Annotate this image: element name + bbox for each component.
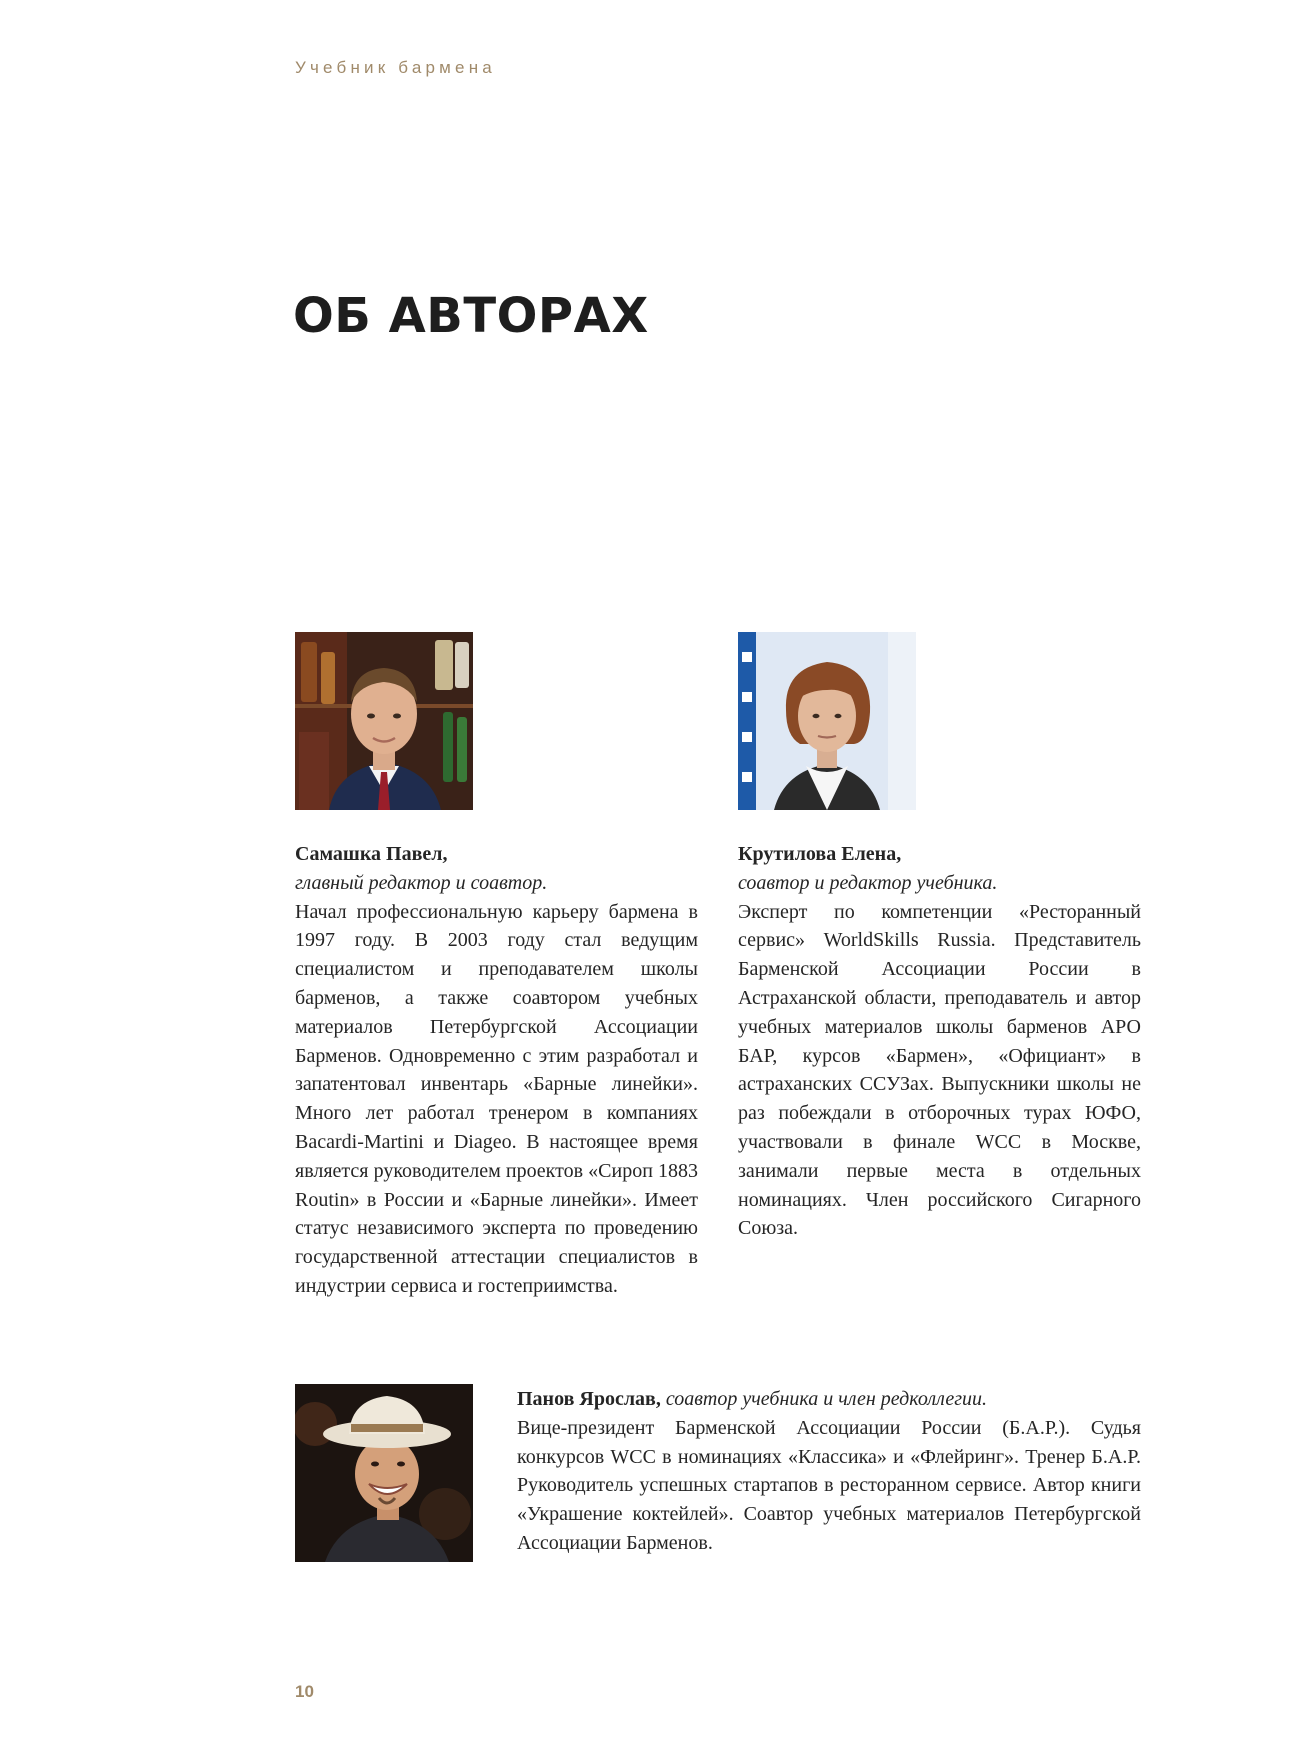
page-number: 10	[295, 1682, 314, 1701]
author-name: Панов Ярослав,	[517, 1388, 661, 1410]
running-header: Учебник бармена	[295, 58, 496, 77]
author-bio-text: Вице-президент Барменской Ассоциации России (Б.А.Р.). Судья конкурсов WCC в номинациях «Классика» и «Флейринг». Тренер Б.А.Р. Руководитель успешных стартапов в ресторанном сервисе. Автор книги «Украшение коктейлей». Соавтор учебных материалов Петербургской Ассоциации Барменов.	[517, 1416, 1141, 1554]
author-bio: Начал профессиональную карьеру бармена в 1997 году. В 2003 году стал ведущим специалистом и преподавателем школы барменов, а также соавтором учебных материалов Петербургской Ассоциации Барменов. Одновременно с этим разработал и запатентовал инвентарь «Барные линейки». Много лет работал тренером в компаниях Bacardi-Martini и Diageo. В настоящее время является руководителем проектов «Сироп 1883 Routin» в России и «Барные линейки». Имеет статус независимого эксперта по проведению государственной аттестации специалистов в индустрии сервиса и гостеприимства.	[295, 900, 698, 1297]
author-bio: Эксперт по компетенции «Ресторанный сервис» WorldSkills Russia. Представитель Барменской Ассоциации России в Астраханской области, преподаватель и автор учебных материалов школы барменов АРО БАР, курсов «Бармен», «Официант» в астраханских ССУЗах. Выпускники школы не раз побеждали в отборочных турах ЮФО, участвовали в финале WCC в Москве, занимали первые места в отдельных номинациях. Член российского Сигарного Союза.	[738, 900, 1141, 1240]
author-role: главный редактор и соавтор.	[295, 871, 548, 894]
author-photo-panov	[295, 1384, 473, 1562]
author-name: Самашка Павел,	[295, 843, 448, 865]
author-bio-panov	[517, 1385, 1141, 1558]
author-role: соавтор и редактор учебника.	[738, 871, 998, 894]
author-photo-samashka	[295, 632, 473, 810]
author-block-samashka	[295, 840, 698, 1301]
author-role: соавтор учебника и член редколлегии.	[665, 1388, 988, 1410]
author-photo-krutilova	[738, 632, 916, 810]
author-block-krutilova	[738, 840, 1141, 1243]
author-name: Крутилова Елена,	[738, 843, 902, 865]
page-title: ОБ АВТОРАХ	[293, 288, 649, 344]
author-block-panov	[517, 1385, 1141, 1558]
